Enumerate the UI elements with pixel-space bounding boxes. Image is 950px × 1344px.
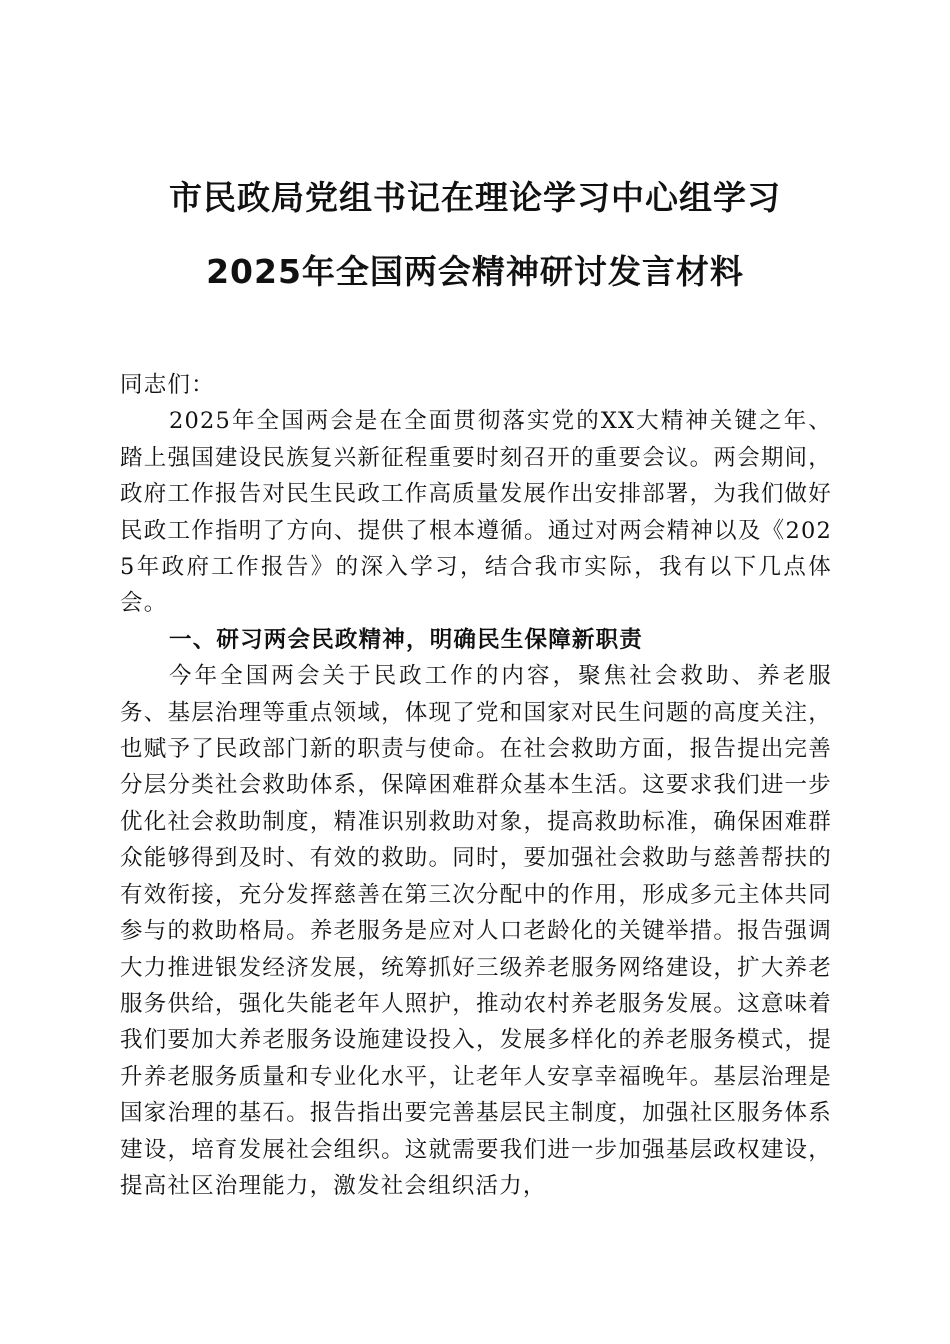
greeting: 同志们：	[120, 372, 215, 398]
paragraph-section-1: 今年全国两会关于民政工作的内容，聚焦社会救助、养老服务、基层治理等重点领域，体现了党和国家对民生问题的高度关注，也赋予了民政部门新的职责与使命。在社会救助方面，报告提出完善分层分类社会救助体系，保障困难群众基本生活。这要求我们进一步优化社会救助制度，精准识别救助对象，提高救助标准，确保困难群众能够得到及时、有效的救助。同时，要加强社会救助与慈善帮扶的有效衔接，充分发挥慈善在第三次分配中的作用，形成多元主体共同参与的救助格局。养老服务是应对人口老龄化的关键举措。报告强调大力推进银发经济发展，统筹抓好三级养老服务网络建设，扩大养老服务供给，强化失能老年人照护，推动农村养老服务发展。这意味着我们要加大养老服务设施建设投入，发展多样化的养老服务模式，提升养老服务质量和专业化水平，让老年人安享幸福晚年。基层治理是国家治理的基石。报告指出要完善基层民主制度，加强社区服务体系建设，培育发展社会组织。这就需要我们进一步加强基层政权建设，提高社区治理能力，激发社会组织活力，	[120, 663, 832, 1199]
document-body	[120, 367, 832, 1204]
section-heading-1: 一、研习两会民政精神，明确民生保障新职责	[169, 626, 644, 653]
document-title-line-1: 市民政局党组书记在理论学习中心组学习	[169, 178, 781, 217]
document-title-line-2: 2025年全国两会精神研讨发言材料	[206, 252, 744, 291]
paragraph-intro: 2025年全国两会是在全面贯彻落实党的XX大精神关键之年、踏上强国建设民族复兴新征程重要时刻召开的重要会议。两会期间，政府工作报告对民生民政工作高质量发展作出安排部署，为我们做好民政工作指明了方向、提供了根本遵循。通过对两会精神以及《2025年政府工作报告》的深入学习，结合我市实际，我有以下几点体会。	[120, 408, 832, 617]
